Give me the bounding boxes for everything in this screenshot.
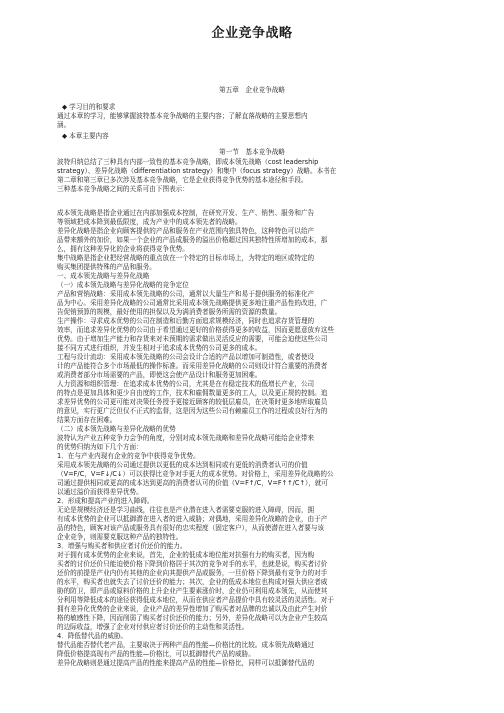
text-line: 工程与设计流动：采用成本领先战略的公司会设计合适的产品以增加可制造性，或者使设: [57, 353, 315, 361]
text-line: 司通过提供相同或更高的成本达到更高的消费者认可的价值（V=F↑/C，V=F↑↑/C↑），就可: [57, 479, 329, 487]
chapter-heading: 第五章 企业竞争战略: [219, 86, 285, 94]
text-line: 以通过溢价而获得差异优势。: [57, 488, 143, 496]
text-line: 等领域把成本降到最低限度，成为产业中的成本领先者的战略。: [57, 218, 242, 226]
text-line: 结果方面存在困难。: [57, 416, 117, 424]
document-title: 企业竞争战略: [211, 26, 293, 41]
text-line: 买者的讨价还价只能迫使价格下降到价格居于其次的竞争对手的水平，也就是说，购买者讨价: [57, 560, 328, 568]
text-line: 优势。由于增加生产能力和存货来对未预期的需求做出灵活反应的需要，可能会迫使这些公司: [57, 335, 328, 343]
text-line: 有成本优势的企业可以抵御潜在进入者的进入威胁；对偶地，采用差异化战略的企业，由于产: [57, 515, 328, 523]
text-line: 差异化战略是指企业向顾客提供的产品和服务在产业范围内独具特色，这种特色可以给产: [57, 227, 315, 235]
text-line: 替代品能否替代老产品，主要取决于两种产品的性能—价格比的比较。成本领先战略通过: [57, 641, 315, 649]
text-line: 波特认为产业五种竞争力会争的角度，分别对成本领先战略和差异化战略可能给企业带来: [57, 434, 315, 442]
text-line: 品为中心。采用差异化战略的公司通常比采用成本领先战略提供更多地注重产品性的改进，广: [57, 299, 328, 307]
text-line: 接不同方式进行组织，并发生相对于追求成本优势的公司更多的成本。: [57, 344, 262, 352]
text-line: 胁的防卫，即产品或原料价格的上升企业产生要素涨价时，企业仍可利用成本领先，从而使其: [57, 587, 328, 595]
text-line: ◆ 本章主要内容: [62, 132, 109, 140]
text-line: 的特点是更加具体和更少自由度的工作，技术和雇佣数量更多的工人，以及更正规的控制。追: [57, 389, 328, 397]
text-line: 告促销预算的规模，最好使用的担保以及为满消费者服务所需的资源的数量。: [57, 308, 282, 316]
text-line: 通过本章的学习，能够掌握波特基本竞争战略的主要内容；了解直落战略的主要思想内: [57, 112, 308, 120]
text-line: 计的产品能符合多个市场最低的操作标准。而采用差异化战略的公司则设计符合重要的消费者: [57, 362, 328, 370]
text-line: 的水平，购买者也就失去了讨价还价的能力；其次，企业的低成本地位也构成对强大供应者威: [57, 578, 328, 586]
text-line: 拥有差异化优势的企业来说，企业产品的差异性增加了购买者对品牌的忠诚以及由此产生对价: [57, 605, 328, 613]
text-line: 品带来额外的加价，如果一个企业的产品成服务的溢出价格超过因其独特性所增加的成本，那: [57, 236, 328, 244]
text-line: 产品和营销战略：采用成本领先战略的公司，通常以大量生产和易于提供服务的标准化产: [57, 290, 315, 298]
text-line: 品的特色，顾客对该产品或服务具有很好的忠实程度（固定客户），从而使潜在进入者要与该: [57, 524, 325, 532]
text-line: strategy）、差异化战略（differentiation strategy）和集中（focus strategy）战略。本书在: [57, 167, 337, 175]
text-line: 么，拥有这种差异化的企业将获得竞争优势。: [57, 245, 189, 253]
text-line: 差异化战略则是通过提高产品的性能来提高产品的性能—价格比，同样可以抵御替代品的: [57, 659, 315, 667]
text-line: 效率，而追求差异化优势的公司由于希望通过更好的价格获得更多的收益，因而更愿意放弃这些: [57, 326, 334, 334]
text-line: 的边际收益，增强了企业对付供应者讨价还价的主动性和灵活性。: [57, 623, 249, 631]
text-line: （一）成本领先战略与差异化战略的竞争定位: [57, 281, 189, 289]
text-line: 第二章和第三章已多次涉及基本竞争战略，它是企业获得竞争优势的基本途径和手段。: [57, 176, 308, 184]
text-line: 2．形成和提高产业的进入障碍。: [57, 497, 154, 505]
text-line: （V=F/C，V=F↓/C↓）可以获得比竞争对手更大的成本优势。对价格上，采用差异化战略的公: [57, 470, 334, 478]
text-line: 采用成本领先战略的公司通过提供以更低的成本达到相同或有更低的消费者认可的价值: [57, 461, 308, 469]
text-line: （二）成本领先战略与差异化战略的优势: [57, 425, 176, 433]
text-line: 1．在与产业内现有企业的竞争中获得竞争优势。: [57, 452, 200, 460]
text-line: 涵。: [57, 121, 71, 129]
text-line: 波特归纳总结了三种具有内部一致性的基本竞争战略，即成本领先战略（cost leadership: [57, 158, 319, 166]
text-line: 3．增强与购买者和供应者讨价还价的能力。: [57, 542, 187, 550]
text-line: 三种基本竞争战略之间的关系可由下图表示：: [57, 185, 189, 193]
section-heading: 第一节 基本竞争战略: [219, 148, 285, 156]
text-line: 人力资源和组织管理：在追求成本优势的公司，尤其是在有稳定技术的低增长产业，公司: [57, 380, 315, 388]
text-line: 集中战略是指企业把经营战略的重点放在一个特定的目标市场上，为特定的地区或特定的: [57, 254, 315, 262]
text-line: 降低价格提高现有产品的性能—价格比，可以抵御替代产品的威胁。: [57, 650, 255, 658]
text-line: 购买集团提供特殊的产品和服务。: [57, 263, 156, 271]
text-line: 4．降低替代品的威胁。: [57, 632, 128, 640]
text-line: 求差异优势的公司更可能对决策任务授予更接近顾客的较低层雇员，在决策时更多地听取雇员: [57, 398, 328, 406]
text-line: 的意见，实行更广泛但仅不正式的监督，这是因为这些公司有赖雇员工作的过程或良好行为的: [57, 407, 328, 415]
text-line: 的优势归纳为如下几个方面：: [57, 443, 143, 451]
text-line: 还价的前提是产业内仍有其他的企业向其提供产品或服务，一旦价格下降到最有竞争力的对手: [57, 569, 328, 577]
text-line: 生产操作：寻求成本优势的公司在制造和后勤方面追求规模经济，同时也追求存货管理的: [57, 317, 315, 325]
text-line: 企业竞争，则需要克服这种产品的独特性。: [57, 533, 183, 541]
text-line: 成本领先战略是指企业通过在内部加强成本控制，在研究开发、生产、销售、服务和广告: [57, 209, 315, 217]
text-line: ◆ 学习目的和要求: [62, 103, 116, 111]
text-line: 无论是规模经济还是学习曲线，往往也是产业潜在进入者需要克服的进入障碍，因而，拥: [57, 506, 315, 514]
text-line: 或消费者部分市场需要的产品，即使这会使产品设计和服务更加困难。: [57, 371, 262, 379]
text-line: 分利用等降低成本的途径获得低成本地位，从而在供应者产品提价中具有较灵活的灵活性。对于: [57, 596, 334, 604]
text-line: 对于拥有成本优势的企业来说，首先，企业的低成本地位能对抗强有力的购买者，因为购: [57, 551, 315, 559]
text-line: 格的敏感性下降，因而削弱了购买者讨价还价的能力；另外，差异化战略可以为企业产生较高: [57, 614, 328, 622]
text-line: 一、成本领先战略与差异化战略: [57, 272, 150, 280]
